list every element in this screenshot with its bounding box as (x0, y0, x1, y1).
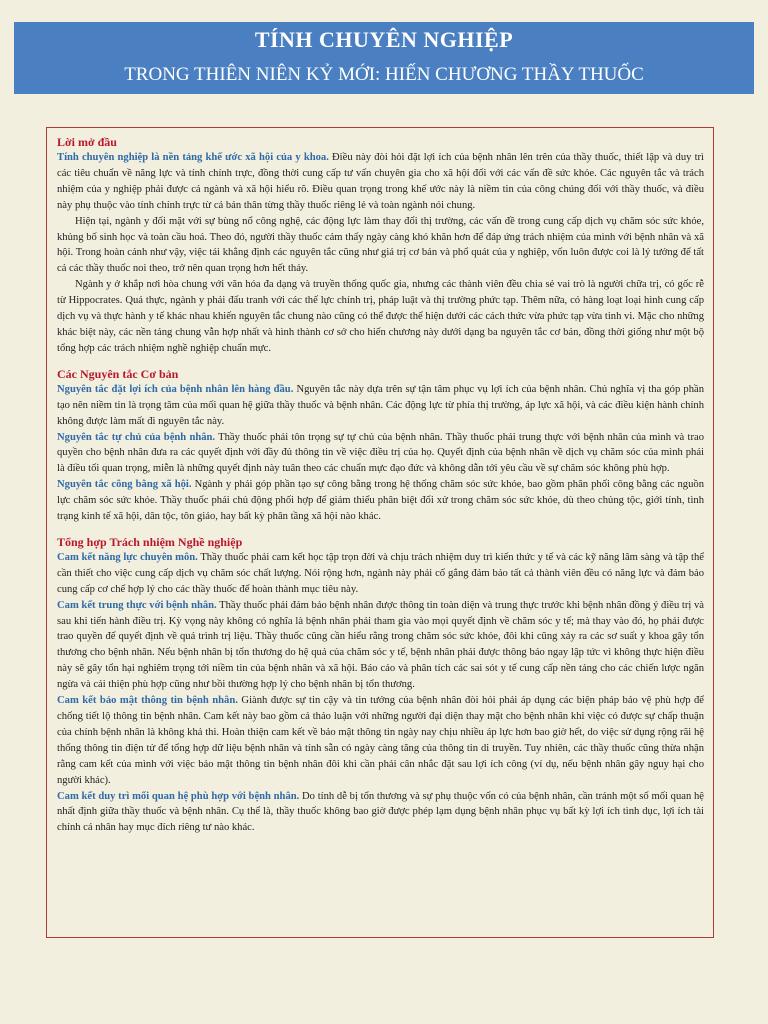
responsibilities-heading: Tổng hợp Trách nhiệm Nghề nghiệp (57, 534, 243, 549)
page-subtitle: TRONG THIÊN NIÊN KỶ MỚI: HIẾN CHƯƠNG THẦY THUỐC (124, 64, 644, 85)
principle-lead: Nguyên tắc đặt lợi ích của bệnh nhân lên hàng đầu. (57, 383, 294, 395)
responsibility-lead: Cam kết bảo mật thông tin bệnh nhân. (57, 695, 238, 707)
responsibility-item (57, 789, 704, 837)
responsibility-item (57, 550, 704, 598)
principle-text: Ngành y phải góp phần tạo sự công bằng trong hệ thống chăm sóc sức khỏe, bao gồm phân phối công bằng các nguồn lực chăm sóc sức khỏe. Thầy thuốc phải chủ động phối hợp để giảm thiểu phân biệt đối xử trong chăm sóc sức khỏe, dù theo chủng tộc, giới tính, tình trạng kinh tế xã hội, dân tộc, tôn giáo, hay bất kỳ phân tầng xã hội nào khác. (57, 479, 704, 523)
responsibility-lead: Cam kết năng lực chuyên môn. (57, 551, 198, 563)
page-header (14, 22, 754, 94)
responsibility-text: Thầy thuốc phải cam kết học tập trọn đời và chịu trách nhiệm duy trì kiến thức y tế và các kỹ năng lâm sàng và tập thể cần thiết cho việc cung cấp dịch vụ chăm sóc chất lượng. Nói rộng hơn, ngành này phải cố gắng đảm bảo tất cả thành viên đều có năng lực và đảm bảo cung cấp cơ chế hợp lý cho các thầy thuốc để hoàn thành mục tiêu này. (57, 551, 704, 595)
intro-paragraph-3: Ngành y ở khắp nơi hòa chung với văn hóa đa dạng và truyền thống quốc gia, nhưng các thành viên đều chia sẻ vai trò là người chữa trị, có gốc rễ từ Hippocrates. Quả thực, ngành y phải đấu tranh với các thế lực chính trị, pháp luật và thị trường phức tạp. Thêm nữa, có hàng loạt loại hình cung cấp dịch vụ và thực hành y tế khác nhau khiến nguyên tắc chung nào cũng có thể được thể hiện dưới các cách thức vừa phức tạp vừa tinh vi. Mặc cho những khác biệt này, các nền tảng chung vẫn hợp nhất và hình thành cơ sở cho hiến chương này dưới dạng ba nguyên tắc cơ bản, đồng thời giống như một bộ tổng hợp các trách nhiệm nghề nghiệp chuẩn mực. (57, 279, 704, 354)
principle-item (57, 477, 704, 525)
responsibility-text: Do tính dễ bị tổn thương và sự phụ thuộc vốn có của bệnh nhân, cần tránh một số mối quan hệ nhất định giữa thầy thuốc và bệnh nhân. Cụ thể là, thầy thuốc không bao giờ được phép lạm dụng bệnh nhân phục vụ bất kỳ lợi ích tình dục, lợi ích tài chính cá nhân hay mục đích riêng tư nào khác. (57, 790, 704, 834)
responsibility-item (57, 693, 704, 788)
responsibility-item (57, 598, 704, 693)
intro-paragraph-1 (57, 150, 704, 214)
principle-lead: Nguyên tắc tự chủ của bệnh nhân. (57, 431, 216, 443)
content-panel (46, 127, 714, 938)
principle-item (57, 430, 704, 478)
responsibility-text: Giành được sự tin cậy và tin tưởng của bệnh nhân đòi hỏi phải áp dụng các biện pháp bảo vệ phù hợp để chống tiết lộ thông tin bệnh nhân. Cam kết này bao gồm cả thảo luận với những người đại diện thay mặt cho bệnh nhân khi việc có được sự chấp thuận của chính bệnh nhân là không khả thi. Hoàn thiện cam kết về bảo mật thông tin ngày nay chịu nhiều áp lực hơn bao giờ hết, do việc sử dụng rộng rãi hệ thống thông tin điện tử để tổng hợp dữ liệu bệnh nhân và tính sẵn có ngày càng tăng của thông tin di truyền. Tuy nhiên, các thầy thuốc cũng thừa nhận rằng cam kết của mình với việc bảo mật thông tin bệnh nhân đôi khi cần phải cân nhắc đặt sau lợi ích công (ví dụ, nếu bệnh nhân gây nguy hại cho người khác). (57, 695, 704, 786)
responsibility-lead: Cam kết trung thực với bệnh nhân. (57, 599, 217, 611)
intro-paragraph-1-text: Điều này đòi hỏi đặt lợi ích của bệnh nhân lên trên của thầy thuốc, thiết lập và duy trì các tiêu chuẩn về năng lực và tính chính trực, đồng thời cung cấp tư vấn chuyên gia cho xã hội đối với các vấn đề sức khỏe. Các nguyên tắc và trách nhiệm của y nghiệp phải được cả ngành và xã hội hiểu rõ. Điều quan trọng trong khế ước này là niềm tin của công chúng đối với thầy thuốc, và điều này phụ thuộc vào tính chính trực từ cả bản thân từng thầy thuốc riêng lẻ và toàn ngành nói chung. (57, 152, 704, 211)
responsibility-text: Thầy thuốc phải đảm bảo bệnh nhân được thông tin toàn diện và trung thực trước khi bệnh nhân đồng ý điều trị và sau khi tiến hành điều trị. Kỳ vọng này không có nghĩa là bệnh nhân phải tham gia vào mọi quyết định về chăm sóc y tế; mà thay vào đó, họ phải được trao quyền để quyết định về quá trình trị liệu. Thầy thuốc cũng cần hiểu rằng trong chăm sóc sức khỏe, đôi khi cũng xảy ra các sơ suất y khoa gây tổn thương cho bệnh nhân. Nếu bệnh nhân bị tổn thương do hệ quả của chăm sóc y tế, bệnh nhân phải được thông báo ngay lập tức vì không thực hiện điều này sẽ gây tổn hại nghiêm trọng tới niềm tin của bệnh nhân và xã hội. Báo cáo và phân tích các sai sót y tế cung cấp nền tảng cho các chiến lược ngăn ngừa và cải thiện phù hợp cũng như bồi thường hợp lý cho bệnh nhân bị tổn thương. (57, 599, 704, 691)
principle-text: Thầy thuốc phải tôn trọng sự tự chủ của bệnh nhân. Thầy thuốc phải trung thực với bệnh nhân của mình và trao quyền cho bệnh nhân đưa ra các quyết định với đầy đủ thông tin về việc điều trị của họ. Quyết định của bệnh nhân về dịch vụ chăm sóc của mình phải là điều tối quan trọng, miễn là những quyết định này tuân theo các chuẩn mực đạo đức và không dẫn tới yêu cầu về sự chăm sóc không phù hợp. (57, 431, 704, 475)
intro-paragraph-2: Hiện tại, ngành y đối mặt với sự bùng nổ công nghệ, các động lực làm thay đổi thị trường, các vấn đề trong cung cấp dịch vụ chăm sóc sức khỏe, khủng bố sinh học và toàn cầu hoá. Theo đó, người thầy thuốc cảm thấy ngày càng khó khăn hơn để đáp ứng trách nhiệm của mình với bệnh nhân và xã hội. Trong hoàn cảnh như vậy, việc tái khẳng định các nguyên tắc cũng như giá trị cơ bản và phổ quát của y nghiệp, vốn luôn được coi là lý tưởng để tất cả các thầy thuốc noi theo, trở nên quan trọng hơn hết thảy. (57, 215, 704, 275)
intro-lead: Tính chuyên nghiệp là nền tảng khế ước xã hội của y khoa. (57, 152, 329, 163)
principle-text: Nguyên tắc này dựa trên sự tận tâm phục vụ lợi ích của bệnh nhân. Chủ nghĩa vị tha góp phần tạo nên niềm tin là trọng tâm của mối quan hệ giữa thầy thuốc và bệnh nhân. Các động lực từ phía thị trường, áp lực xã hội, và các điều kiện hành chính không được làm mất đi nguyên tắc này. (57, 383, 704, 427)
principle-item (57, 382, 704, 430)
page-title: TÍNH CHUYÊN NGHIỆP (254, 27, 514, 52)
principle-lead: Nguyên tắc công bằng xã hội. (57, 479, 192, 491)
principles-heading: Các Nguyên tắc Cơ bản (57, 366, 179, 381)
intro-heading: Lời mở đầu (57, 135, 117, 149)
responsibility-lead: Cam kết duy trì mối quan hệ phù hợp với bệnh nhân. (57, 790, 300, 802)
